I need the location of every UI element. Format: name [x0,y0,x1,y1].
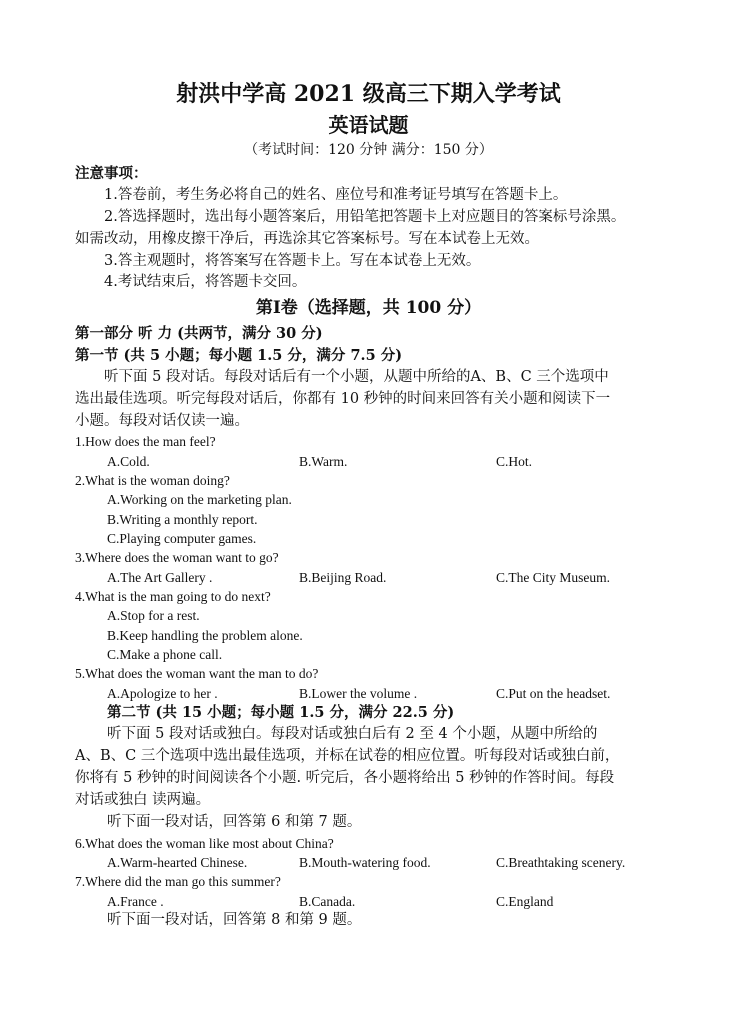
part1-title: 第一部分 听 力 (共两节，满分 30 分) [75,325,323,342]
option-a: A.The Art Gallery . [107,570,213,585]
option-c: C.Breathtaking scenery. [496,855,626,870]
notice-heading: 注意事项： [75,165,148,182]
notice-item: 4.考试结束后，将答题卡交回。 [104,274,307,290]
option-b: B.Keep handling the problem alone. [107,628,303,643]
option-b: B.Warm. [299,454,348,469]
section1-instructions: 听下面 5 段对话。每段对话后有一个小题，从题中所给的A、B、C 三个选项中 [104,369,609,385]
notice-item: 1.答卷前，考生务必将自己的姓名、座位号和准考证号填写在答题卡上。 [104,187,568,203]
question-stem: 4.What is the man going to do next? [75,589,271,604]
exam-subtitle: 英语试题 [328,113,409,137]
section2-instructions: 对话或独白 读两遍。 [75,792,211,808]
option-c: C.England [496,894,554,909]
section2-instructions: 听下面 5 段对话或独白。每段对话或独白后有 2 至 4 个小题，从题中所给的 [107,726,598,742]
option-c: C.Put on the headset. [496,686,611,701]
question-stem: 5.What does the woman want the man to do? [75,666,319,681]
section1-instructions: 选出最佳选项。听完每段对话后，你都有 10 秒钟的时间来回答有关小题和阅读下一 [75,391,611,407]
option-b: B.Lower the volume . [299,686,418,701]
volume-title: 第Ⅰ卷（选择题，共 100 分） [255,298,482,318]
option-c: C.The City Museum. [496,570,610,585]
question-stem: 3.Where does the woman want to go? [75,550,279,565]
notice-item: 2.答选择题时，选出每小题答案后，用铅笔把答题卡上对应题目的答案标号涂黑。 [104,209,626,225]
section2-title: 第二节 (共 15 小题；每小题 1.5 分，满分 22.5 分) [107,704,455,721]
option-a: A.Stop for a rest. [107,608,200,623]
option-c: C.Make a phone call. [107,647,223,662]
option-a: A.France . [107,894,164,909]
option-c: C.Playing computer games. [107,531,257,546]
dialogue-prompt: 听下面一段对话，回答第 6 和第 7 题。 [107,814,362,830]
section1-title: 第一节 (共 5 小题；每小题 1.5 分，满分 7.5 分) [75,347,403,364]
section2-instructions: A、B、C 三个选项中选出最佳选项，并标在试卷的相应位置。听每段对话或独白前， [75,748,620,764]
option-b: B.Mouth-watering food. [299,855,431,870]
exam-title: 射洪中学高 2021 级高三下期入学考试 [176,81,561,107]
section1-instructions: 小题。每段对话仅读一遍。 [75,413,249,429]
option-b: B.Beijing Road. [299,570,387,585]
notice-item: 如需改动，用橡皮擦干净后，再选涂其它答案标号。写在本试卷上无效。 [75,231,539,247]
option-a: A.Warm-hearted Chinese. [107,855,248,870]
option-a: A.Working on the marketing plan. [107,492,292,507]
option-b: B.Canada. [299,894,356,909]
question-stem: 6.What does the woman like most about China? [75,836,334,851]
question-stem: 7.Where did the man go this summer? [75,874,281,889]
question-stem: 1.How does the man feel? [75,434,216,449]
exam-info: （考试时间：120 分钟 满分：150 分） [244,142,493,158]
question-stem: 2.What is the woman doing? [75,473,230,488]
dialogue-prompt: 听下面一段对话，回答第 8 和第 9 题。 [107,912,362,928]
option-a: A.Cold. [107,454,150,469]
option-a: A.Apologize to her . [107,686,218,701]
option-c: C.Hot. [496,454,533,469]
section2-instructions: 你将有 5 秒钟的时间阅读各个小题. 听完后，各小题将给出 5 秒钟的作答时间。每段 [75,770,615,786]
option-b: B.Writing a monthly report. [107,512,258,527]
notice-item: 3.答主观题时，将答案写在答题卡上。写在本试卷上无效。 [104,253,481,269]
